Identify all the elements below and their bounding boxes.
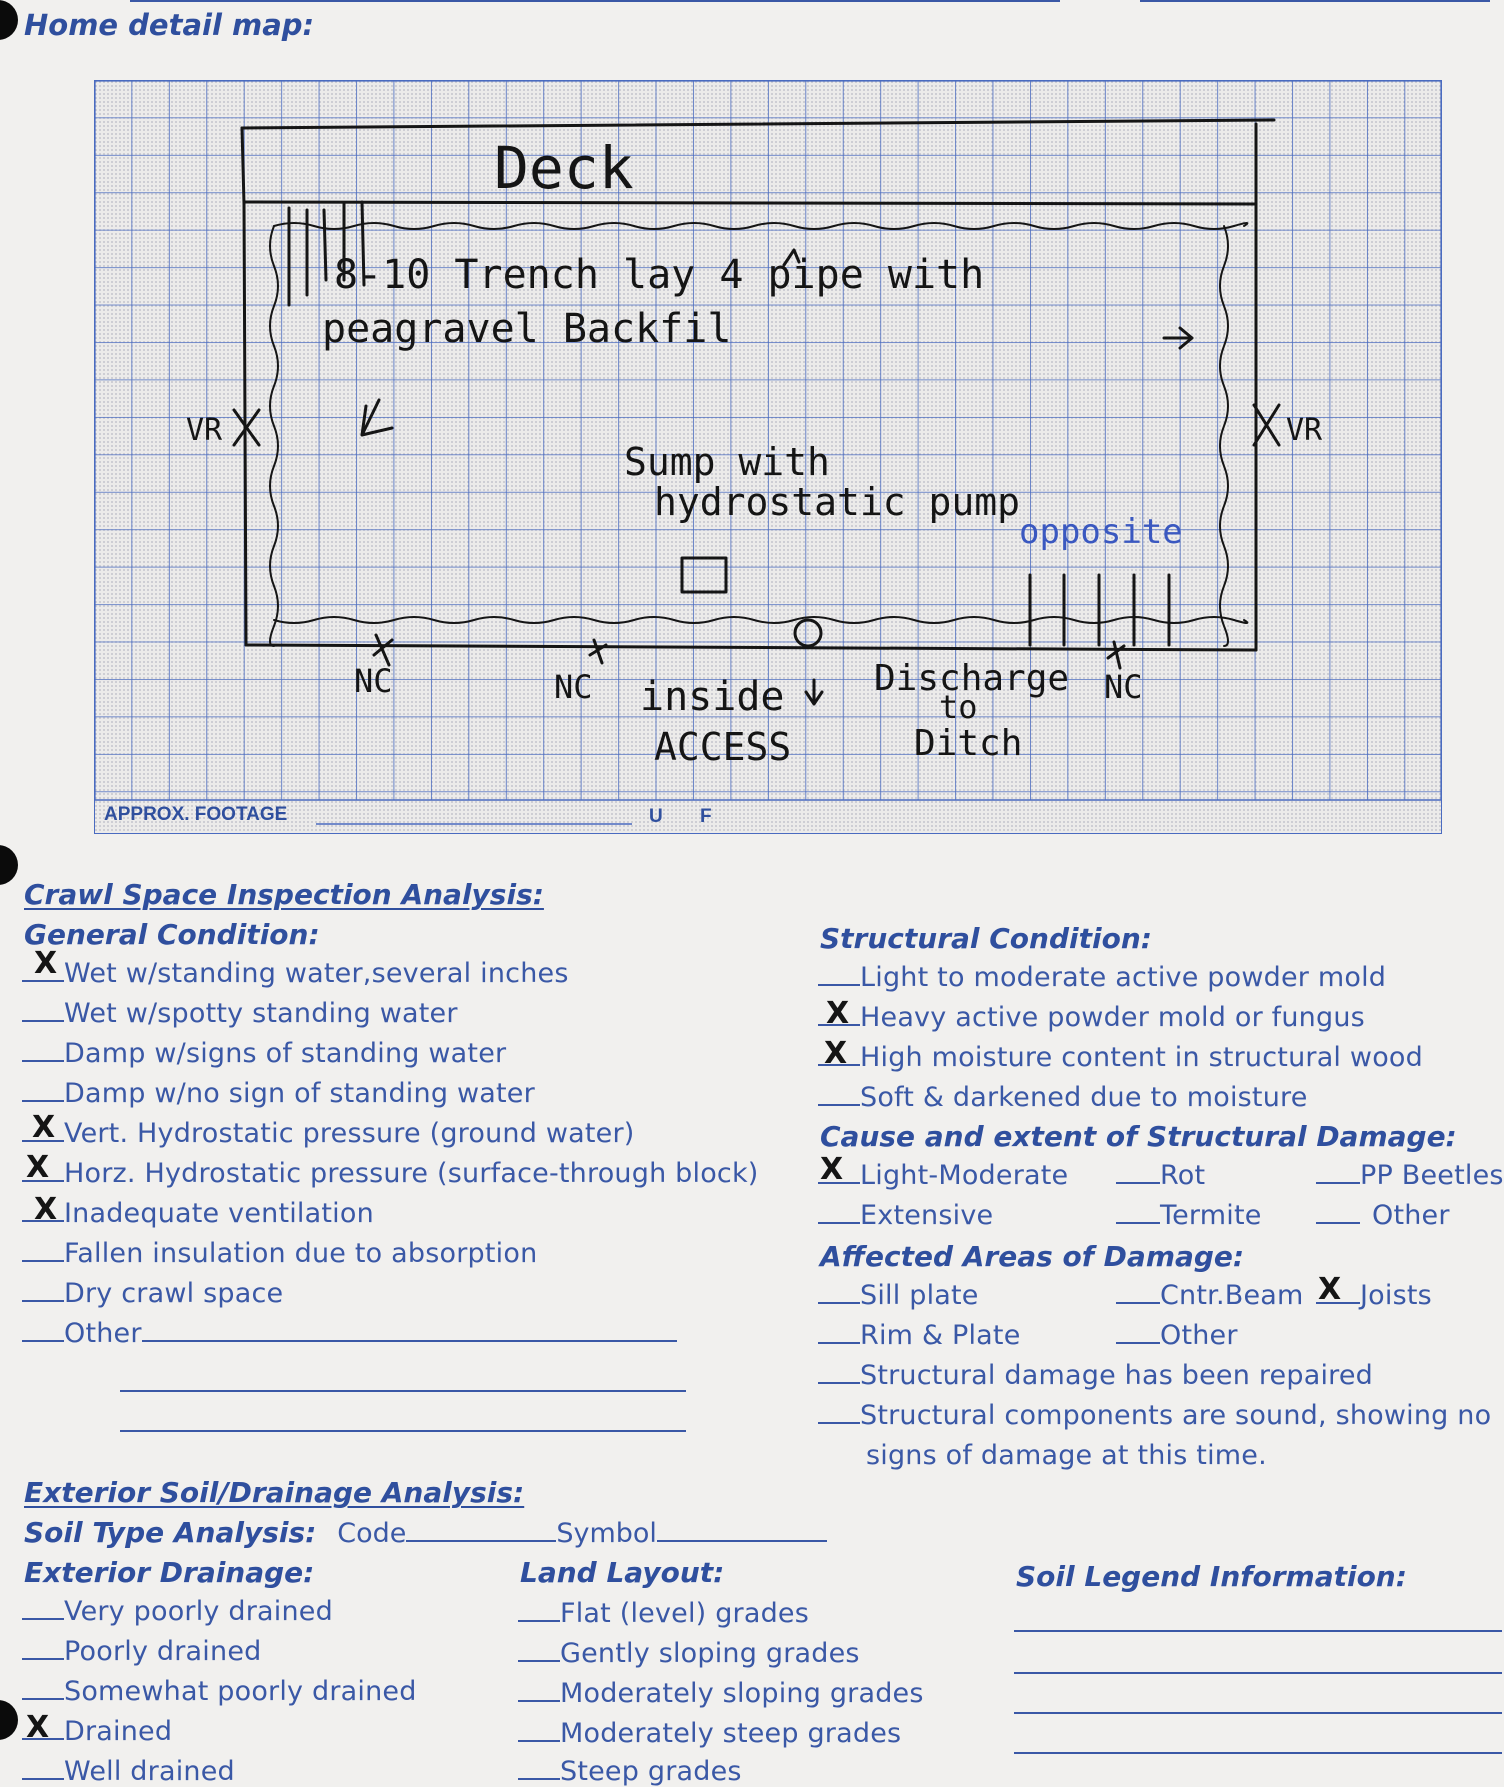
u-label: U bbox=[649, 806, 663, 827]
discharge-note: Discharge bbox=[874, 658, 1070, 699]
nc-label-3: NC bbox=[1104, 668, 1143, 706]
nc-label-2: NC bbox=[554, 668, 593, 706]
nc-label-1: NC bbox=[354, 662, 393, 700]
cause-item[interactable]: Termite bbox=[1116, 1200, 1262, 1231]
cause-item[interactable]: Other bbox=[1316, 1200, 1450, 1231]
general-item[interactable]: Wet w/spotty standing water bbox=[22, 998, 458, 1029]
check-mark: X bbox=[26, 1710, 50, 1745]
general-condition-heading: General Condition: bbox=[24, 918, 320, 951]
general-item[interactable]: Inadequate ventilation bbox=[22, 1198, 374, 1229]
check-mark: X bbox=[826, 996, 850, 1031]
drainage-item[interactable]: Somewhat poorly drained bbox=[22, 1676, 417, 1707]
symbol-field[interactable] bbox=[657, 1520, 827, 1542]
land-item[interactable]: Steep grades bbox=[518, 1756, 742, 1787]
affected-item[interactable]: Other bbox=[1116, 1320, 1238, 1351]
backfill-note: peagravel Backfil bbox=[322, 306, 732, 352]
check-mark: X bbox=[824, 1036, 848, 1071]
affected-item[interactable]: Joists bbox=[1316, 1280, 1432, 1311]
other-fill-line[interactable] bbox=[120, 1390, 686, 1392]
check-mark: X bbox=[26, 1150, 50, 1185]
home-map-heading: Home detail map: bbox=[24, 8, 315, 42]
sump-note-1: Sump with bbox=[624, 440, 830, 484]
sound-item[interactable]: Structural components are sound, showing no bbox=[818, 1400, 1491, 1431]
legend-fill-line[interactable] bbox=[1014, 1712, 1502, 1714]
land-item[interactable]: Moderately sloping grades bbox=[518, 1678, 924, 1709]
to-note: to bbox=[939, 688, 978, 726]
soil-type-row: Soil Type Analysis: Code Symbol bbox=[24, 1516, 827, 1549]
cause-item[interactable]: Light-Moderate bbox=[818, 1160, 1068, 1191]
structural-item[interactable]: Light to moderate active powder mold bbox=[818, 962, 1386, 993]
trench-note: 8-10 Trench lay 4 pipe with bbox=[334, 252, 985, 298]
drainage-item[interactable]: Poorly drained bbox=[22, 1636, 261, 1667]
other-fill-line[interactable] bbox=[120, 1430, 686, 1432]
affected-item[interactable]: Sill plate bbox=[818, 1280, 979, 1311]
check-mark: X bbox=[1318, 1272, 1342, 1307]
check-mark: X bbox=[820, 1152, 844, 1187]
exterior-heading: Exterior Soil/Drainage Analysis: bbox=[24, 1476, 525, 1509]
binder-hole bbox=[0, 1700, 18, 1740]
general-item[interactable]: Damp w/signs of standing water bbox=[22, 1038, 506, 1069]
ditch-note: Ditch bbox=[914, 723, 1023, 764]
drainage-heading: Exterior Drainage: bbox=[24, 1556, 315, 1589]
structural-condition-heading: Structural Condition: bbox=[820, 922, 1152, 955]
vr-left-label: VR bbox=[186, 413, 223, 448]
legend-fill-line[interactable] bbox=[1014, 1672, 1502, 1674]
sump-note-2: hydrostatic pump bbox=[654, 480, 1021, 524]
check-mark: X bbox=[34, 1192, 58, 1227]
general-item[interactable]: Dry crawl space bbox=[22, 1278, 283, 1309]
structural-item[interactable]: Soft & darkened due to moisture bbox=[818, 1082, 1308, 1113]
structural-item[interactable]: High moisture content in structural wood bbox=[818, 1042, 1423, 1073]
check-mark: X bbox=[34, 946, 58, 981]
drainage-item[interactable]: Very poorly drained bbox=[22, 1596, 333, 1627]
general-item-other[interactable]: Other bbox=[22, 1318, 677, 1349]
check-mark: X bbox=[32, 1110, 56, 1145]
vr-right-label: VR bbox=[1286, 413, 1323, 448]
general-item[interactable]: Vert. Hydrostatic pressure (ground water) bbox=[22, 1118, 635, 1149]
legend-fill-line[interactable] bbox=[1014, 1630, 1502, 1632]
structural-item[interactable]: Heavy active powder mold or fungus bbox=[818, 1002, 1365, 1033]
opposite-note: opposite bbox=[1019, 512, 1183, 552]
cause-item[interactable]: Extensive bbox=[818, 1200, 993, 1231]
f-label: F bbox=[700, 806, 712, 827]
binder-hole bbox=[0, 845, 18, 885]
general-item[interactable]: Horz. Hydrostatic pressure (surface-through block) bbox=[22, 1158, 759, 1189]
land-item[interactable]: Flat (level) grades bbox=[518, 1598, 809, 1629]
sound-item-cont: signs of damage at this time. bbox=[866, 1440, 1267, 1471]
cause-item[interactable]: Rot bbox=[1116, 1160, 1205, 1191]
affected-heading: Affected Areas of Damage: bbox=[820, 1240, 1245, 1273]
general-item[interactable]: Fallen insulation due to absorption bbox=[22, 1238, 537, 1269]
binder-hole bbox=[0, 0, 18, 40]
access-note: ACCESS bbox=[654, 725, 792, 769]
top-fill-line bbox=[1140, 0, 1490, 2]
land-item[interactable]: Gently sloping grades bbox=[518, 1638, 860, 1669]
home-detail-map-grid bbox=[94, 80, 1442, 834]
deck-label: Deck bbox=[494, 134, 634, 202]
legend-fill-line[interactable] bbox=[1014, 1752, 1502, 1754]
soil-legend-heading: Soil Legend Information: bbox=[1016, 1560, 1407, 1593]
inside-note: inside bbox=[640, 674, 785, 720]
drainage-item[interactable]: Drained bbox=[22, 1716, 172, 1747]
top-fill-line bbox=[130, 0, 1060, 2]
drainage-item[interactable]: Well drained bbox=[22, 1756, 235, 1787]
repaired-item[interactable]: Structural damage has been repaired bbox=[818, 1360, 1373, 1391]
approx-footage-label: APPROX. FOOTAGE bbox=[104, 804, 288, 825]
code-field[interactable] bbox=[406, 1520, 556, 1542]
general-item[interactable]: Wet w/standing water,several inches bbox=[22, 958, 569, 989]
affected-item[interactable]: Rim & Plate bbox=[818, 1320, 1021, 1351]
general-item[interactable]: Damp w/no sign of standing water bbox=[22, 1078, 535, 1109]
crawl-heading: Crawl Space Inspection Analysis: bbox=[24, 878, 544, 911]
cause-heading: Cause and extent of Structural Damage: bbox=[820, 1120, 1457, 1153]
affected-item[interactable]: Cntr.Beam bbox=[1116, 1280, 1304, 1311]
cause-item[interactable]: PP Beetles bbox=[1316, 1160, 1504, 1191]
land-layout-heading: Land Layout: bbox=[520, 1556, 725, 1589]
land-item[interactable]: Moderately steep grades bbox=[518, 1718, 901, 1749]
